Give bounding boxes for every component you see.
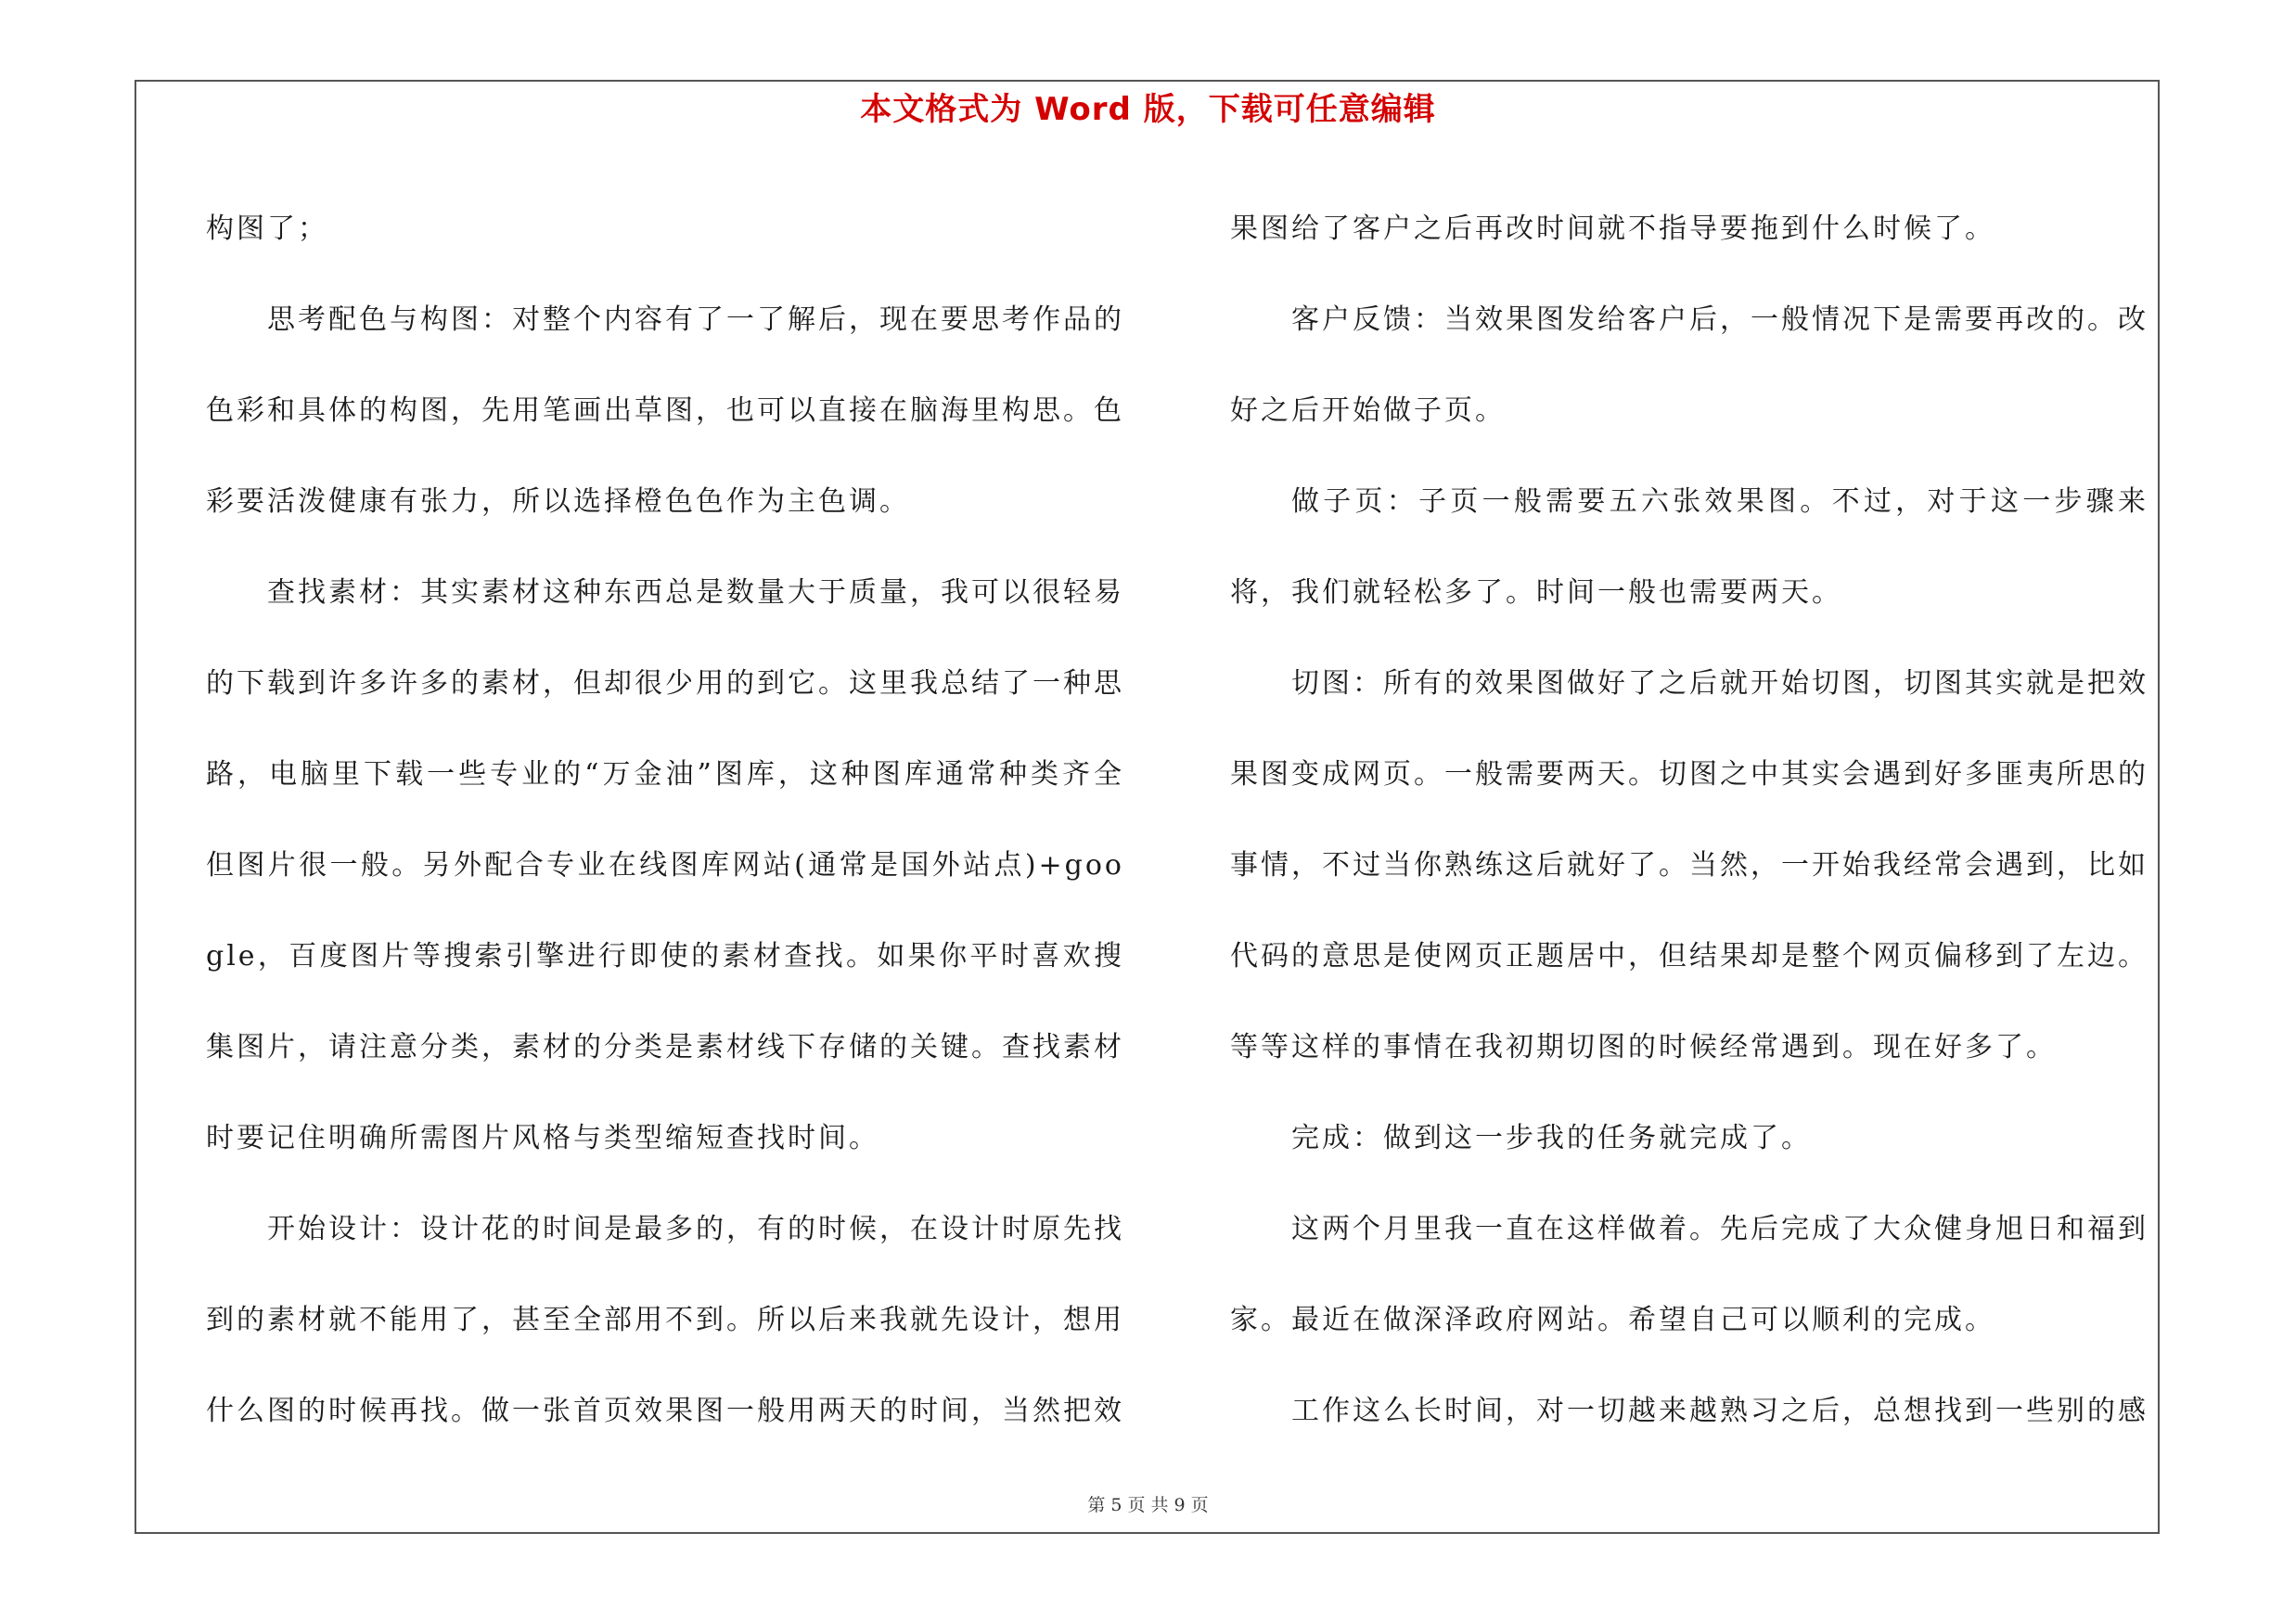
page-number-footer: 第 5 页 共 9 页 [1087,1495,1209,1515]
paragraph: 客户反馈：当效果图发给客户后，一般情况下是需要再改的。改好之后开始做子页。 [1230,303,2148,427]
document-header-title: 本文格式为 Word 版，下载可任意编辑 [860,91,1436,128]
paragraph: 做子页：子页一般需要五六张效果图。不过，对于这一步骤来将，我们就轻松多了。时间一般也需要两天。 [1230,485,2148,609]
paragraph: 思考配色与构图：对整个内容有了一了解后，现在要思考作品的色彩和具体的构图，先用笔画出草图，也可以直接在脑海里构思。色彩要活泼健康有张力，所以选择橙色色作为主色调。 [206,303,1124,518]
right-text-column [1230,184,2148,1457]
paragraph: 查找素材：其实素材这种东西总是数量大于质量，我可以很轻易的下载到许多许多的素材，但却很少用的到它。这里我总结了一种思路，电脑里下载一些专业的“万金油”图库，这种图库通常种类齐全但图片很一般。另外配合专业在线图库网站(通常是国外站点)+google，百度图片等搜索引擎进行即使的素材查找。如果你平时喜欢搜集图片，请注意分类，素材的分类是素材线下存储的关键。查找素材时要记住明确所需图片风格与类型缩短查找时间。 [206,576,1124,1154]
left-text-column [206,184,1124,1457]
paragraph: 完成：做到这一步我的任务就完成了。 [1291,1122,1812,1154]
paragraph: 这两个月里我一直在这样做着。先后完成了大众健身旭日和福到家。最近在做深泽政府网站。希望自己可以顺利的完成。 [1230,1213,2148,1336]
paragraph: 果图给了客户之后再改时间就不指导要拖到什么时候了。 [1230,213,1995,245]
paragraph: 开始设计：设计花的时间是最多的，有的时候，在设计时原先找到的素材就不能用了，甚至全部用不到。所以后来我就先设计，想用什么图的时候再找。做一张首页效果图一般用两天的时间，当然把效 [206,1213,1124,1427]
paragraph: 工作这么长时间，对一切越来越熟习之后，总想找到一些别的感 [1291,1395,2148,1427]
paragraph: 构图了； [206,213,328,245]
paragraph: 切图：所有的效果图做好了之后就开始切图，切图其实就是把效果图变成网页。一般需要两天。切图之中其实会遇到好多匪夷所思的事情，不过当你熟练这后就好了。当然，一开始我经常会遇到，比如代码的意思是使网页正题居中，但结果却是整个网页偏移到了左边。等等这样的事情在我初期切图的时候经常遇到。现在好多了。 [1230,667,2148,1063]
